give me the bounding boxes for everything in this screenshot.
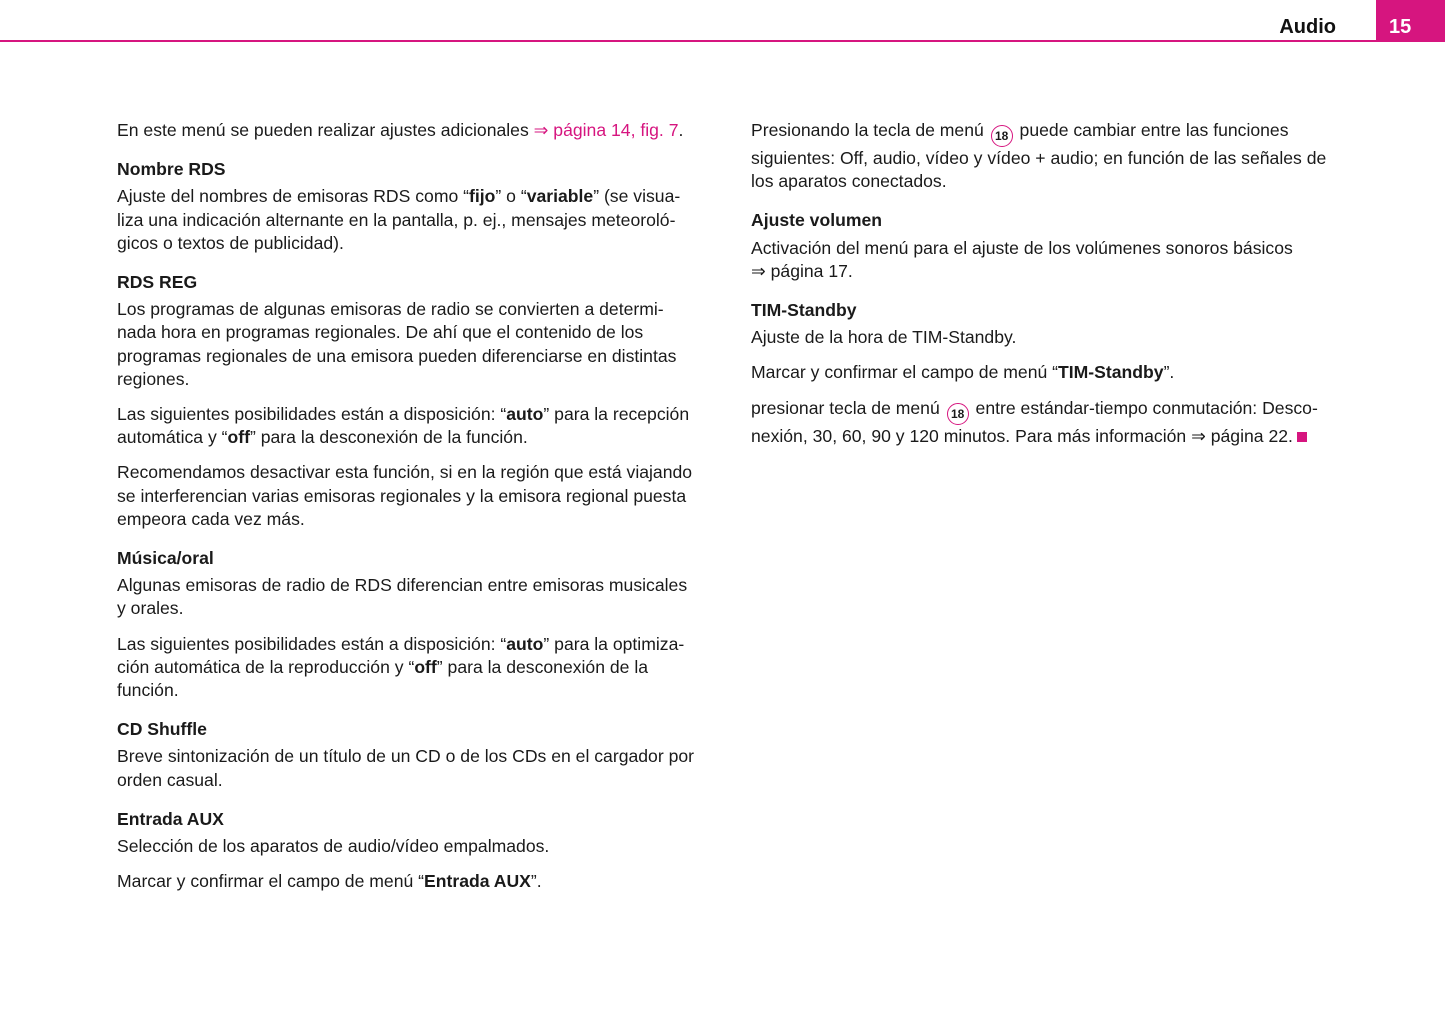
intro-paragraph: En este menú se pueden realizar ajustes adicionales ⇒ página 14, fig. 7.	[117, 120, 684, 140]
paragraph-tim-confirm: Marcar y confirmar el campo de menú “TIM-Standby”.	[751, 362, 1175, 383]
page-number-tab	[1376, 0, 1445, 42]
page-link[interactable]: página 14, fig. 7	[548, 120, 679, 140]
end-of-section-icon	[1297, 432, 1307, 442]
page-ref-arrow: ⇒	[751, 260, 766, 281]
page-number: 15	[1389, 16, 1412, 38]
paragraph-rds-reg-recommendation: Recomendamos desactivar esta función, si en la región que está viajando se interferencian varias emisoras regionales y la emisora regional puesta empeora cada vez más.	[117, 462, 693, 529]
menu-key-18-icon: 18	[991, 125, 1013, 147]
paragraph-tim-standby: Ajuste de la hora de TIM-Standby.	[751, 327, 1017, 348]
right-column	[751, 119, 1341, 460]
left-column	[117, 119, 707, 905]
paragraph-ajuste-volumen: Activación del menú para el ajuste de los volúmenes sonoros básicos ⇒ página 17.	[751, 237, 1293, 281]
paragraph-musica-options: Las siguientes posibilidades están a disposición: “auto” para la optimiza- ción automática de la reproducción y “off” para la desconexión de la función.	[117, 633, 685, 701]
paragraph-aux-intro: Presionando la tecla de menú 18 puede cambiar entre las funciones siguientes: Off, audio, vídeo y vídeo + audio; en función de las señales de los aparatos conectados.	[751, 120, 1327, 192]
heading-cd-shuffle: CD Shuffle	[117, 719, 207, 740]
paragraph-entrada-aux: Selección de los aparatos de audio/vídeo empalmados.	[117, 836, 550, 857]
paragraph-rds-reg: Los programas de algunas emisoras de radio se convierten a determi- nada hora en programas regionales. De ahí que el contenido de los programas regionales de una emisora pueden diferenciarse en distintas regiones.	[117, 299, 677, 389]
heading-musica-oral: Música/oral	[117, 548, 214, 569]
paragraph-entrada-aux-confirm: Marcar y confirmar el campo de menú “Entrada AUX”.	[117, 871, 542, 892]
heading-entrada-aux: Entrada AUX	[117, 808, 224, 829]
section-title: Audio	[1279, 16, 1336, 38]
paragraph-nombre-rds: Ajuste del nombres de emisoras RDS como “fijo” o “variable” (se visua- liza una indicación alternante en la pantalla, p. ej., mensajes meteoroló- gicos o textos de publicidad).	[117, 186, 681, 253]
heading-rds-reg: RDS REG	[117, 272, 198, 293]
heading-nombre-rds: Nombre RDS	[117, 159, 226, 180]
menu-key-18-icon: 18	[947, 403, 969, 425]
page-link-arrow[interactable]: ⇒	[533, 120, 549, 140]
page-ref-arrow: ⇒	[1191, 425, 1206, 446]
paragraph-musica-oral: Algunas emisoras de radio de RDS diferencian entre emisoras musicales y orales.	[117, 575, 688, 619]
heading-tim-standby: TIM-Standby	[751, 300, 857, 321]
paragraph-cd-shuffle: Breve sintonización de un título de un CD o de los CDs en el cargador por orden casual.	[117, 746, 695, 790]
heading-ajuste-volumen: Ajuste volumen	[751, 210, 882, 231]
paragraph-tim-options: presionar tecla de menú 18 entre estándar-tiempo conmutación: Desco- nexión, 30, 60, 90 y 120 minutos. Para más información ⇒ página 22.	[751, 397, 1318, 446]
header-rule	[0, 40, 1445, 42]
paragraph-rds-reg-options: Las siguientes posibilidades están a disposición: “auto” para la recepción automática y “off” para la desconexión de la función.	[117, 404, 690, 448]
